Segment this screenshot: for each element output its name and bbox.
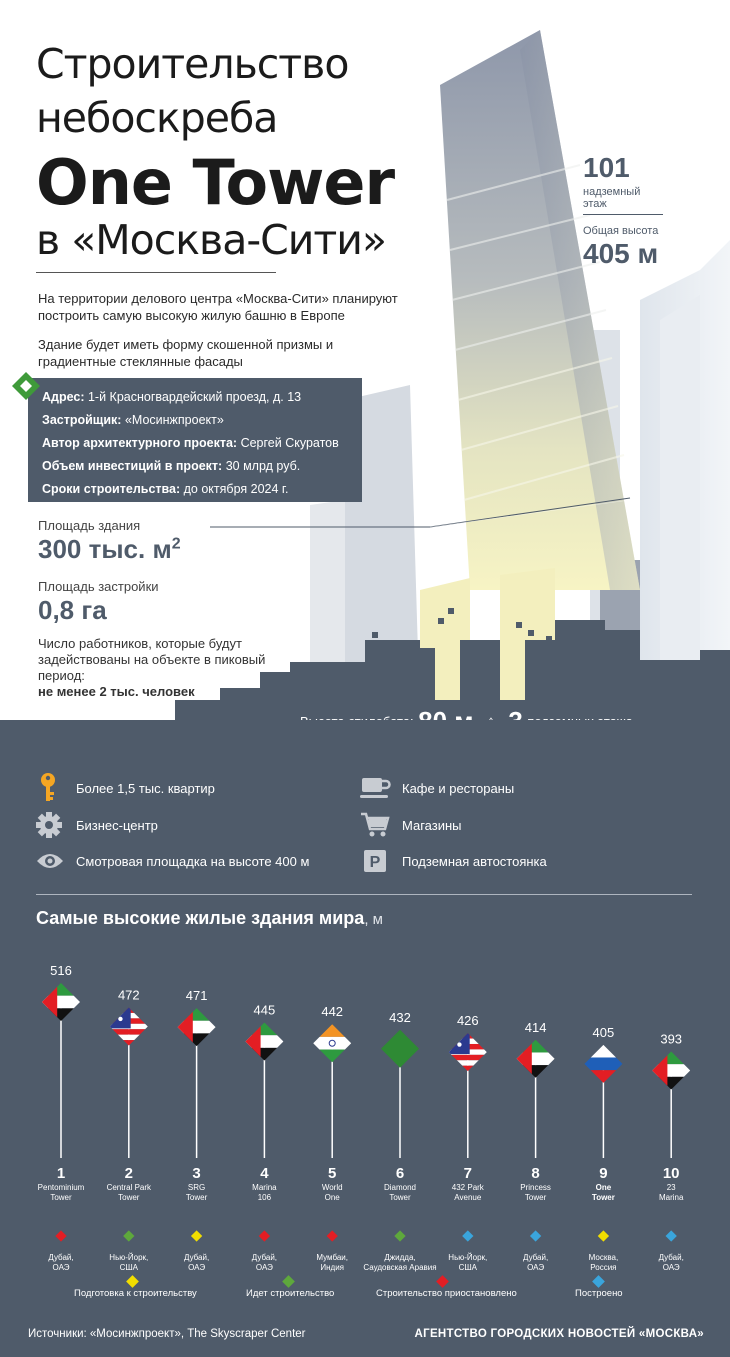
info-schedule: Сроки строительства: до октября 2024 г. [42,482,289,496]
russia-flag-icon [584,1045,622,1083]
section-divider [36,894,692,895]
building-name: One [324,1193,340,1202]
building-name: Tower [524,1193,547,1202]
status-dot [666,1230,677,1241]
building-name: 23 [666,1183,676,1192]
value-label: 414 [524,1019,547,1035]
city-label: Дубай, [522,1253,549,1262]
city-label: ОАЭ [255,1263,273,1272]
legend-built: Построено [575,1288,623,1299]
legend-suspended: Строительство приостановлено [376,1288,517,1299]
city-label: Нью-Йорк, [448,1253,488,1262]
building-name: Princess [520,1183,551,1192]
city-label: Дубай, [183,1253,210,1262]
building-name: Central Park [106,1183,152,1192]
rank-label: 3 [192,1165,201,1182]
value-label: 405 [592,1024,615,1040]
feature-shops: Магазины [402,818,462,833]
building-bar-6 [363,1010,436,1272]
info-investment: Объем инвестиций в проект: 30 млрд руб. [42,459,301,473]
city-label: Дубай, [658,1253,684,1262]
building-bar-1 [38,963,85,1272]
rank-label: 7 [463,1165,472,1182]
status-dot [462,1230,473,1241]
key-icon [38,772,58,804]
uae-flag-icon [42,983,80,1021]
status-dot [598,1230,609,1241]
uae-flag-icon [652,1052,690,1090]
city-label: Москва, [588,1253,619,1262]
uae-flag-icon [178,1008,216,1046]
info-developer: Застройщик: «Мосинжпроект» [42,413,224,427]
status-dot [327,1230,338,1241]
feature-apartments: Более 1,5 тыс. квартир [76,781,215,796]
sources: Источники: «Мосинжпроект», The Skyscraper Center [28,1328,306,1340]
building-bar-5 [313,1004,351,1272]
status-dot [191,1230,202,1241]
city-label: США [119,1263,139,1272]
building-name: Avenue [454,1193,482,1202]
value-label: 516 [50,963,72,978]
side-divider [583,214,663,215]
site-area-value: 0,8 га [38,595,107,625]
value-label: 471 [185,988,208,1004]
building-name: Tower [185,1193,208,1202]
rank-label: 1 [56,1165,66,1182]
building-area-label: Площадь здания [38,518,141,533]
value-label: 426 [456,1013,479,1029]
value-label: 445 [253,1002,276,1018]
building-name: World [321,1183,343,1192]
floors-number: 101 [583,152,630,183]
building-name: 432 Park [451,1183,484,1192]
status-dot [394,1230,405,1241]
svg-text:P: P [369,854,381,871]
building-bar-3 [178,988,216,1272]
total-height-value: 405 м [583,238,659,269]
intro-paragraph-1: На территории делового центра «Москва-Сити» планируют построить самую высокую жилую башню в Европе [38,291,398,323]
total-height-label: Общая высота [583,225,659,237]
city-label: ОАЭ [662,1263,680,1272]
feature-observation-deck: Смотровая площадка на высоте 400 м [76,854,310,869]
building-name: One [595,1183,612,1192]
building-bar-10 [652,1032,690,1272]
title-one-tower: One Tower [36,146,395,219]
building-bar-4 [245,1003,283,1272]
title-line-2: небоскреба [36,94,278,142]
city-label: Джидда, [384,1253,416,1262]
project-info-box [28,378,362,502]
title-line-4: в «Москва-Сити» [36,216,387,264]
value-label: 393 [660,1031,683,1047]
city-label: Нью-Йорк, [109,1253,149,1262]
building-bar-8 [517,1020,555,1272]
building-name: 106 [257,1193,272,1202]
city-label: Дубай, [251,1253,278,1262]
uae-flag-icon [517,1040,555,1078]
site-area-label: Площадь застройки [38,579,159,594]
building-name: Tower [118,1193,140,1202]
rank-label: 5 [328,1165,337,1182]
building-name: Pentominium [37,1183,85,1192]
location-pin-icon [12,372,40,400]
title-divider [36,272,276,273]
building-name: SRG [187,1183,206,1192]
usa-flag-icon [449,1033,487,1071]
workers-info: Число работников, которые будут задействованы на объекте в пиковый период: не менее 2 тыс. человек [38,636,266,699]
feature-business-center: Бизнес-центр [76,818,158,833]
legend-prep: Подготовка к строительству [74,1288,197,1299]
city-label: Мумбаи, [316,1253,349,1262]
shopping-cart-icon [360,812,390,838]
info-address: Адрес: 1-й Красногвардейский проезд, д. 13 [42,390,302,404]
rank-label: 9 [599,1165,608,1182]
building-name: Tower [591,1193,615,1202]
building-name: Tower [389,1193,411,1202]
building-bar-7 [448,1013,487,1272]
city-label: США [458,1263,478,1272]
city-label: Россия [590,1263,617,1272]
gear-icon [36,812,62,838]
feature-parking: Подземная автостоянка [402,854,547,869]
building-bar-9 [584,1025,622,1272]
status-dot [123,1230,134,1241]
coffee-cup-icon [360,776,390,800]
city-label: Индия [320,1263,345,1272]
building-name: Marina [252,1183,277,1192]
rank-label: 8 [531,1165,540,1182]
rank-label: 4 [260,1165,269,1182]
saudi-flag-icon [381,1030,419,1068]
rank-label: 2 [124,1165,133,1182]
building-bar-2 [107,988,152,1272]
floors-label: надземный этаж [583,186,641,210]
workers-value: не менее 2 тыс. человек [38,684,195,699]
city-label: ОАЭ [188,1263,206,1272]
tallest-buildings-chart [0,930,730,1280]
rank-label: 6 [395,1165,405,1182]
status-dot [530,1230,541,1241]
feature-cafes: Кафе и рестораны [402,781,515,796]
status-dot [55,1230,66,1241]
building-name: Diamond [383,1183,417,1192]
info-architect: Автор архитектурного проекта: Сергей Скуратов [42,436,339,450]
building-name: Tower [50,1193,72,1202]
parking-icon [364,850,386,872]
status-dot [259,1230,270,1241]
building-name: Marina [658,1193,684,1202]
rank-label: 10 [662,1165,680,1182]
legend-building: Идет строительство [246,1288,335,1299]
value-label: 432 [389,1009,411,1025]
value-label: 442 [321,1004,344,1020]
city-label: Саудовская Аравия [363,1263,437,1272]
city-label: ОАЭ [52,1263,70,1272]
india-flag-icon [313,1024,351,1062]
value-label: 472 [117,987,140,1003]
building-area-value: 300 тыс. $м^2$ [38,534,181,564]
eye-icon [36,852,64,870]
chart-title: Самые высокие жилые здания мира, м [36,908,383,928]
city-label: ОАЭ [527,1263,545,1272]
title-line-1: Строительство [36,40,349,88]
agency-credit: АГЕНТСТВО ГОРОДСКИХ НОВОСТЕЙ «МОСКВА» [414,1328,704,1340]
usa-flag-icon [110,1008,148,1046]
intro-paragraph-2: Здание будет иметь форму скошенной призмы и градиентные стеклянные фасады [38,337,334,369]
city-label: Дубай, [48,1253,74,1262]
uae-flag-icon [245,1023,283,1061]
